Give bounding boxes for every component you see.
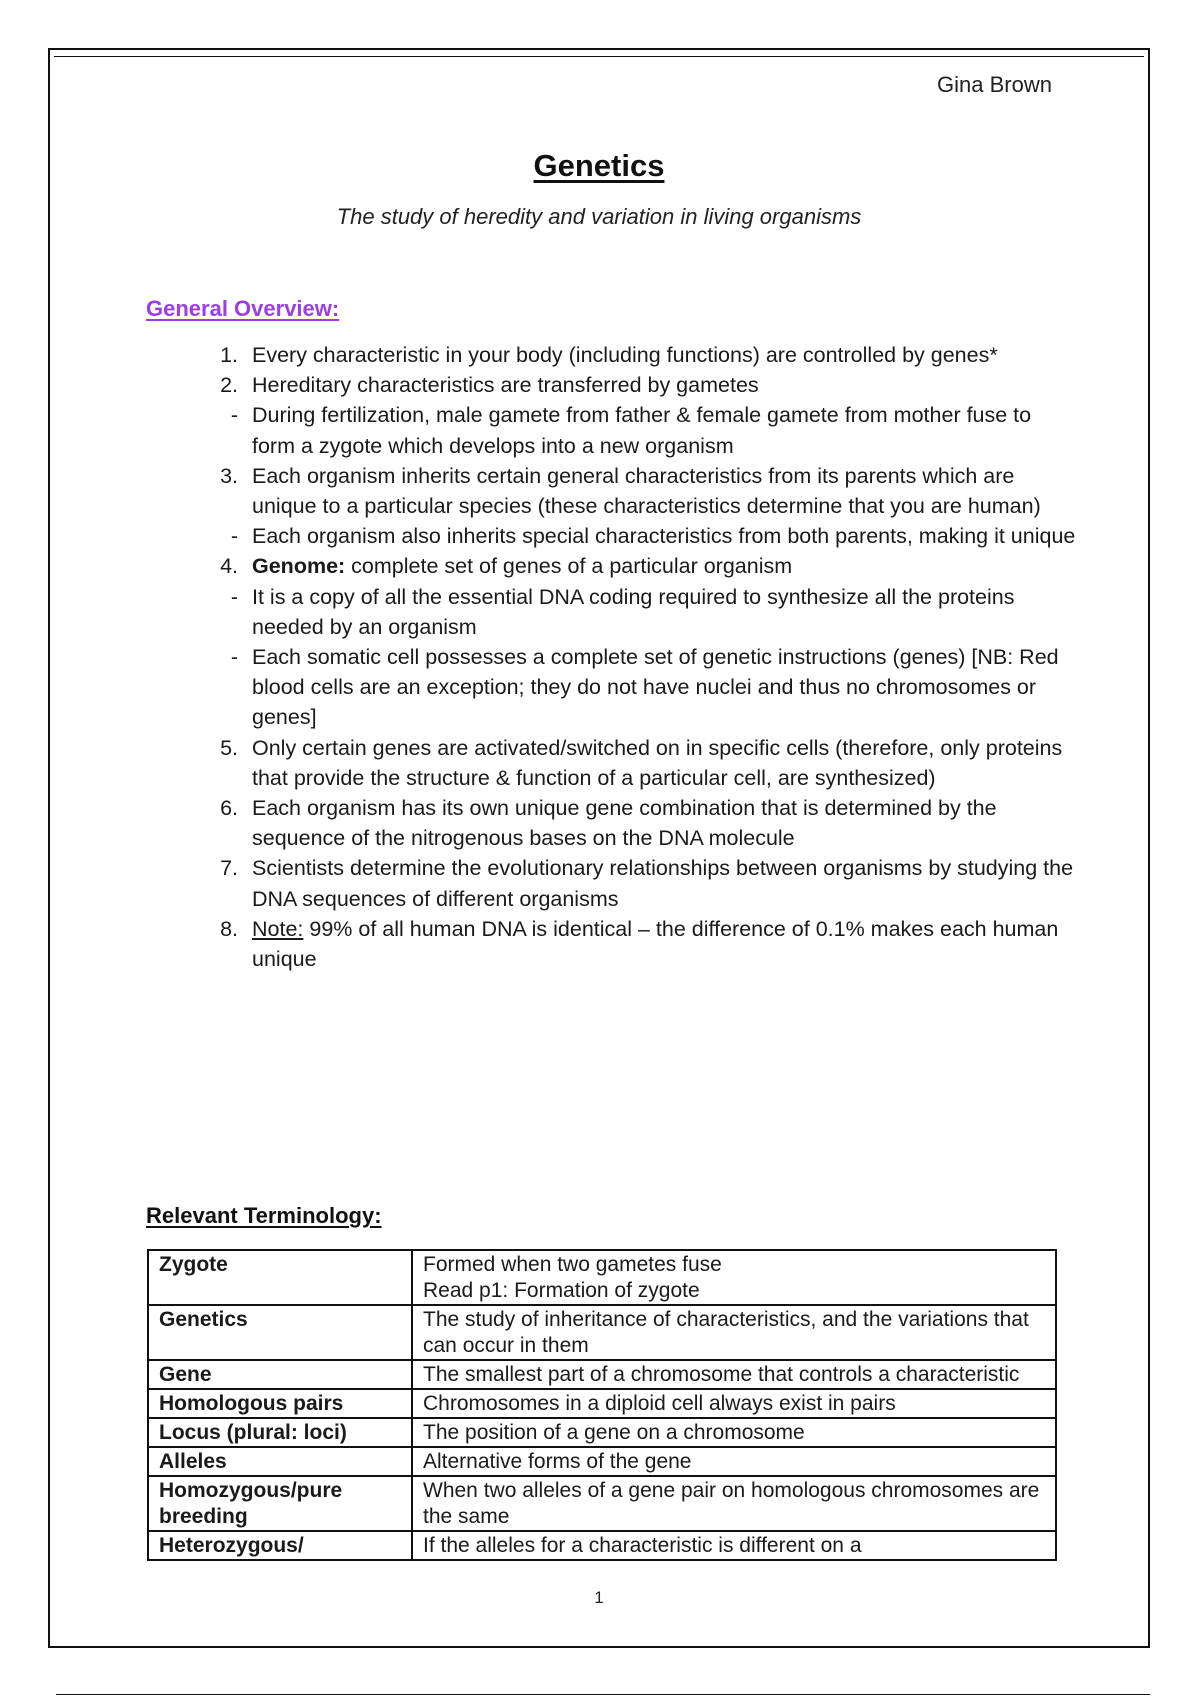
definition-cell: The position of a gene on a chromosome [412,1418,1056,1447]
list-item [198,370,1078,400]
list-item-text: During fertilization, male gamete from father & female gamete from mother fuse to form a zygote which develops into a new organism [252,403,1032,458]
definition-cell: The study of inheritance of characteristics, and the variations that can occur in them [412,1305,1056,1360]
definition-cell: The smallest part of a chromosome that controls a characteristic [412,1360,1056,1389]
definition-cell: Alternative forms of the gene [412,1447,1056,1476]
list-item-text: Each organism inherits certain general characteristics from its parents which are unique to a particular species (these characteristics determine that you are human) [252,463,1041,519]
author-name: Gina Brown [937,72,1052,97]
list-item [198,340,1078,370]
list-item [198,733,1078,793]
definition-cell: When two alleles of a gene pair on homologous chromosomes are the same [412,1476,1056,1531]
list-item-text: Each organism has its own unique gene combination that is determined by the sequence of the nitrogenous bases on the DNA molecule [252,796,997,851]
list-marker: 6. [220,796,238,821]
list-marker: 5. [220,735,238,760]
term-cell: Heterozygous/ [148,1531,412,1560]
list-item [198,521,1078,551]
table-row [148,1360,1056,1389]
page-number: 1 [594,1588,604,1607]
list-item-text: Each somatic cell possesses a complete set of genetic instructions (genes) [NB: Red blood cells are an exception; they do not have nuclei and thus no chromosomes or genes] [252,645,1059,730]
page-subtitle: The study of heredity and variation in living organisms [336,204,862,229]
term-cell: Genetics [148,1305,412,1360]
table-row [148,1250,1056,1305]
term-cell: Alleles [148,1447,412,1476]
list-item [198,582,1078,642]
list-item-text: Every characteristic in your body (including functions) are controlled by genes* [252,343,998,367]
list-marker: 3. [220,463,238,488]
list-marker: - [230,584,238,609]
list-marker: 1. [220,343,238,367]
top-rule [54,56,1144,57]
term-cell: Homologous pairs [148,1389,412,1418]
list-marker: 7. [220,856,238,881]
genome-definition: complete set of genes of a particular organism [345,554,793,579]
page-frame [48,48,1150,1648]
list-item [198,793,1078,853]
list-item-text: Hereditary characteristics are transferred by gametes [252,373,759,398]
list-marker: - [230,524,238,549]
table-row [148,1531,1056,1560]
genome-term: Genome: [252,554,346,579]
list-item-text: Scientists determine the evolutionary relationships between organisms by studying the DNA sequences of different organisms [252,856,1074,911]
list-item [198,461,1078,521]
terminology-table [147,1249,1057,1561]
list-item [198,914,1078,974]
list-marker: 4. [220,554,238,579]
term-cell: Zygote [148,1250,412,1305]
list-marker: 8. [220,916,238,941]
table-row [148,1389,1056,1418]
table-row [148,1476,1056,1531]
list-marker: - [230,645,238,670]
list-item [198,551,1078,581]
table-row [148,1418,1056,1447]
definition-cell: If the alleles for a characteristic is different on a [412,1531,1056,1560]
list-marker: 2. [220,373,238,398]
overview-list [198,340,1078,974]
term-cell: Homozygous/pure breeding [148,1476,412,1531]
term-cell: Locus (plural: loci) [148,1418,412,1447]
list-item-text [252,914,1078,974]
list-item [198,400,1078,460]
list-marker: - [230,403,238,428]
terminology-heading: Relevant Terminology: [146,1203,382,1228]
page-title: Genetics [533,148,665,183]
next-page-edge [56,1694,1150,1695]
list-item-text [252,551,1078,581]
overview-heading: General Overview: [146,296,340,321]
list-item [198,642,1078,733]
note-text: 99% of all human DNA is identical – the difference of 0.1% makes each human unique [252,916,1059,972]
term-cell: Gene [148,1360,412,1389]
table-row [148,1305,1056,1360]
list-item-text: Only certain genes are activated/switched on in specific cells (therefore, only proteins that provide the structure & function of a particular cell, are synthesized) [252,735,1063,790]
list-item-text: It is a copy of all the essential DNA coding required to synthesize all the proteins needed by an organism [252,584,1015,639]
note-label: Note: [252,916,304,941]
definition-cell: Chromosomes in a diploid cell always exist in pairs [412,1389,1056,1418]
list-item-text: Each organism also inherits special characteristics from both parents, making it unique [252,524,1076,549]
definition-cell: Formed when two gametes fuse Read p1: Formation of zygote [412,1250,1056,1305]
list-item [198,853,1078,913]
table-row [148,1447,1056,1476]
